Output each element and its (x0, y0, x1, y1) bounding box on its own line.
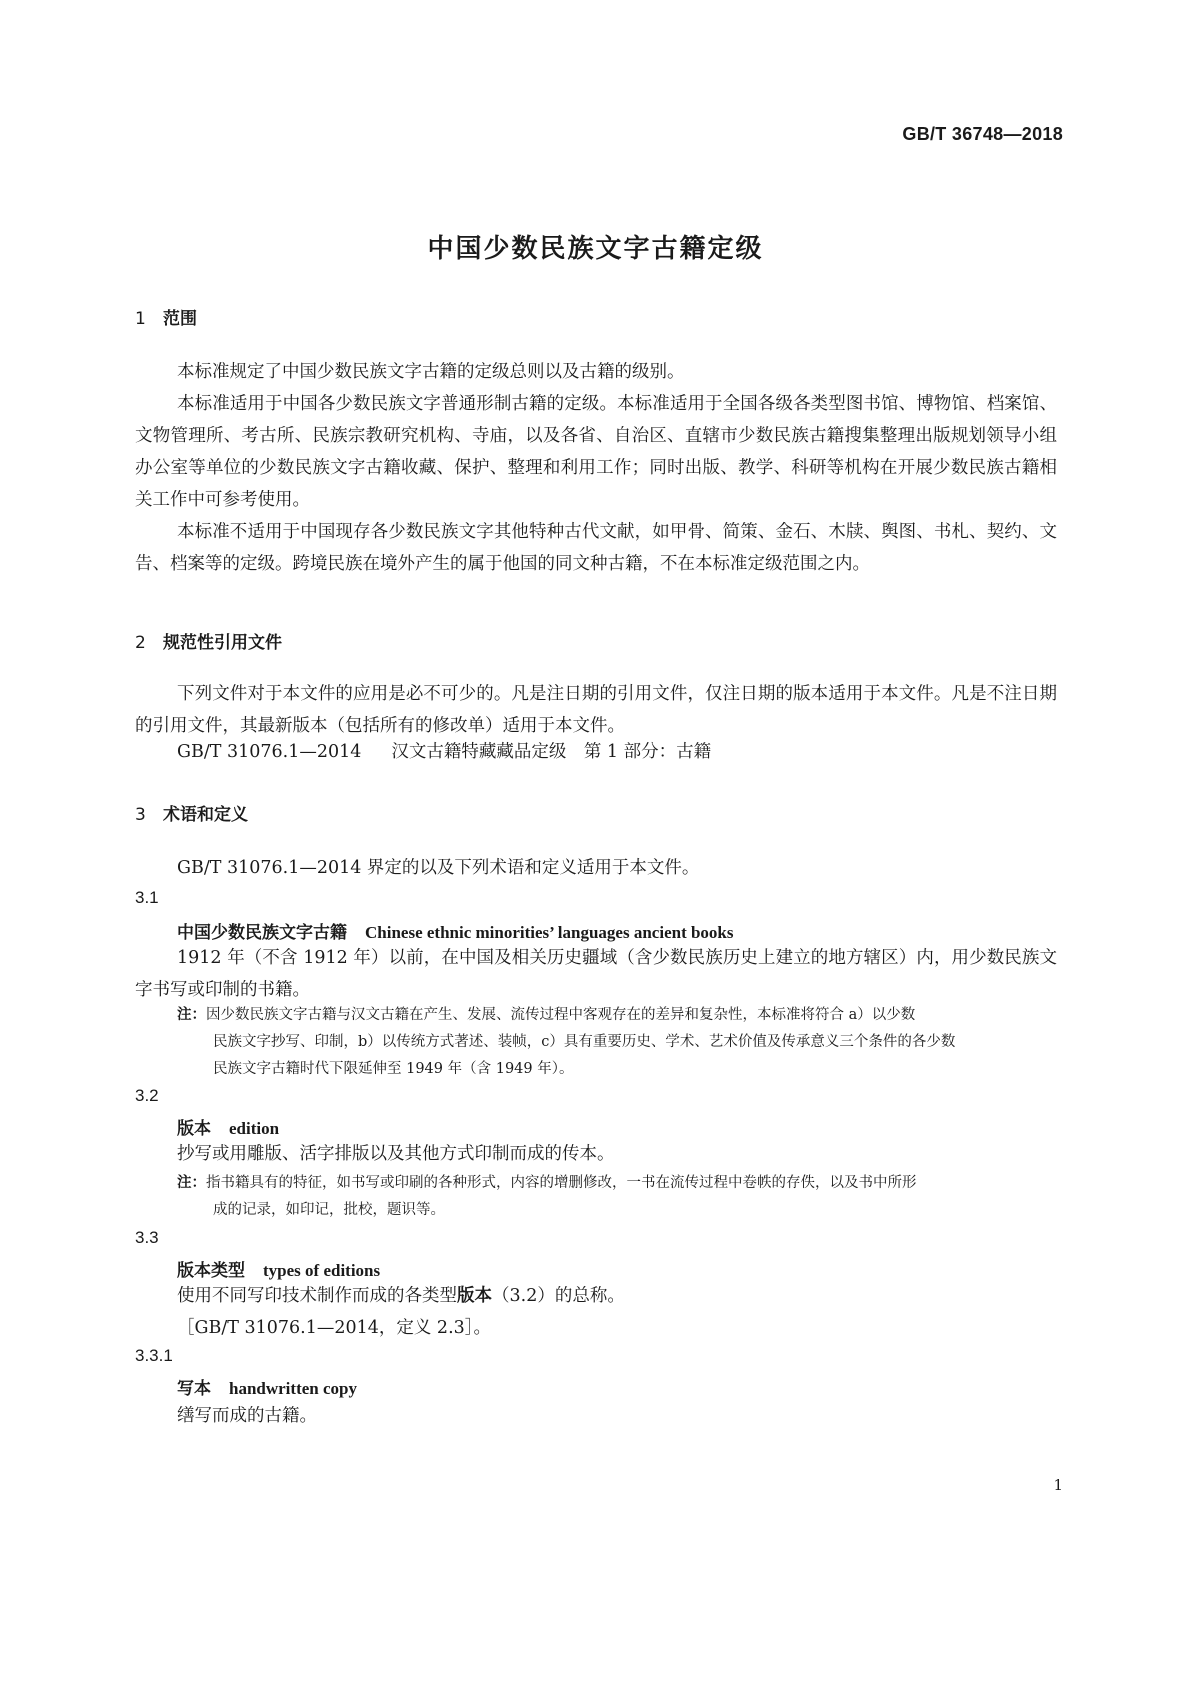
term-number: 3.2 (135, 1086, 159, 1105)
reference-title: 汉文古籍特藏藏品定级 第 1 部分：古籍 (391, 742, 712, 762)
term-heading (177, 1114, 279, 1139)
note-line: 民族文字抄写、印制，b）以传统方式著述、装帧，c）具有重要历史、学术、艺术价值及传承意义三个条件的各少数 (213, 1034, 956, 1050)
definition-text: 的总称。 (554, 1286, 625, 1306)
section-1-heading (135, 304, 197, 329)
term-chinese: 版本类型 (177, 1261, 245, 1281)
page-title: 中国少数民族文字古籍定级 (427, 234, 764, 264)
term-heading (177, 1256, 380, 1281)
note-line: 指书籍具有的特征，如书写或印刷的各种形式，内容的增删修改，一书在流传过程中卷帙的存佚，以及书中所形 (206, 1175, 917, 1191)
term-chinese: 中国少数民族文字古籍 (177, 923, 347, 943)
term-chinese: 写本 (177, 1379, 211, 1399)
term-english: handwritten copy (229, 1379, 357, 1398)
cross-ref-term: 版本 (457, 1286, 492, 1306)
note-line: 民族文字古籍时代下限延伸至 1949 年（含 1949 年）。 (213, 1061, 574, 1077)
note-line: 成的记录，如印记，批校，题识等。 (213, 1202, 445, 1218)
standard-code: GB/T 36748—2018 (902, 124, 1063, 144)
note-label: 注： (177, 1007, 206, 1023)
term-definition (177, 1280, 1057, 1312)
term-source: ［GB/T 31076.1—2014，定义 2.3］。 (177, 1318, 492, 1338)
page-number: 1 (1053, 1476, 1063, 1494)
sec2-paragraph-1: 下列文件对于本文件的应用是必不可少的。凡是注日期的引用文件，仅注日期的版本适用于本文件。凡是不注日期的引用文件，其最新版本（包括所有的修改单）适用于本文件。 (135, 684, 1057, 736)
section-title: 规范性引用文件 (163, 633, 282, 653)
term-note (177, 1002, 1057, 1083)
term-number: 3.3.1 (135, 1346, 173, 1365)
sec1-paragraph-1: 本标准规定了中国少数民族文字古籍的定级总则以及古籍的级别。 (177, 362, 685, 382)
reference-code: GB/T 31076.1—2014 (177, 742, 362, 762)
term-heading (177, 918, 734, 943)
term-number: 3.1 (135, 888, 159, 907)
section-number: 3 (135, 805, 146, 825)
cross-ref-number: （3.2） (492, 1286, 555, 1306)
note-line: 因少数民族文字古籍与汉文古籍在产生、发展、流传过程中客观存在的差异和复杂性，本标准将符合 a）以少数 (206, 1007, 916, 1023)
note-label: 注： (177, 1175, 206, 1191)
term-number: 3.3 (135, 1228, 159, 1247)
term-definition: 缮写而成的古籍。 (177, 1406, 317, 1426)
section-number: 2 (135, 633, 146, 653)
term-definition: 1912 年（不含 1912 年）以前，在中国及相关历史疆域（含少数民族历史上建立的地方辖区）内，用少数民族文字书写或印制的书籍。 (135, 948, 1057, 1000)
term-definition: 抄写或用雕版、活字排版以及其他方式印制而成的传本。 (177, 1144, 615, 1164)
sec3-paragraph-1: GB/T 31076.1—2014 界定的以及下列术语和定义适用于本文件。 (177, 858, 700, 878)
definition-text: 使用不同写印技术制作而成的各类型 (177, 1286, 457, 1306)
sec1-paragraph-2: 本标准适用于中国各少数民族文字普通形制古籍的定级。本标准适用于全国各级各类型图书馆、博物馆、档案馆、文物管理所、考古所、民族宗教研究机构、寺庙，以及各省、自治区、直辖市少数民族古籍搜集整理出版规划领导小组办公室等单位的少数民族文字古籍收藏、保护、整理和利用工作；同时出版、教学、科研等机构在开展少数民族古籍相关工作中可参考使用。 (135, 394, 1057, 510)
term-english: types of editions (263, 1261, 381, 1280)
section-title: 范围 (163, 309, 197, 329)
section-title: 术语和定义 (163, 805, 248, 825)
term-chinese: 版本 (177, 1119, 211, 1139)
term-english: Chinese ethnic minorities’ languages ancient books (365, 923, 734, 942)
term-note (177, 1170, 1057, 1224)
section-3-heading (135, 800, 248, 825)
term-heading (177, 1374, 357, 1399)
section-number: 1 (135, 309, 146, 329)
sec1-paragraph-3: 本标准不适用于中国现存各少数民族文字其他特种古代文献，如甲骨、简策、金石、木牍、舆图、书札、契约、文告、档案等的定级。跨境民族在境外产生的属于他国的同文种古籍，不在本标准定级范围之内。 (135, 522, 1057, 574)
normative-reference (177, 738, 711, 763)
term-english: edition (229, 1119, 280, 1138)
section-2-heading (135, 628, 282, 653)
